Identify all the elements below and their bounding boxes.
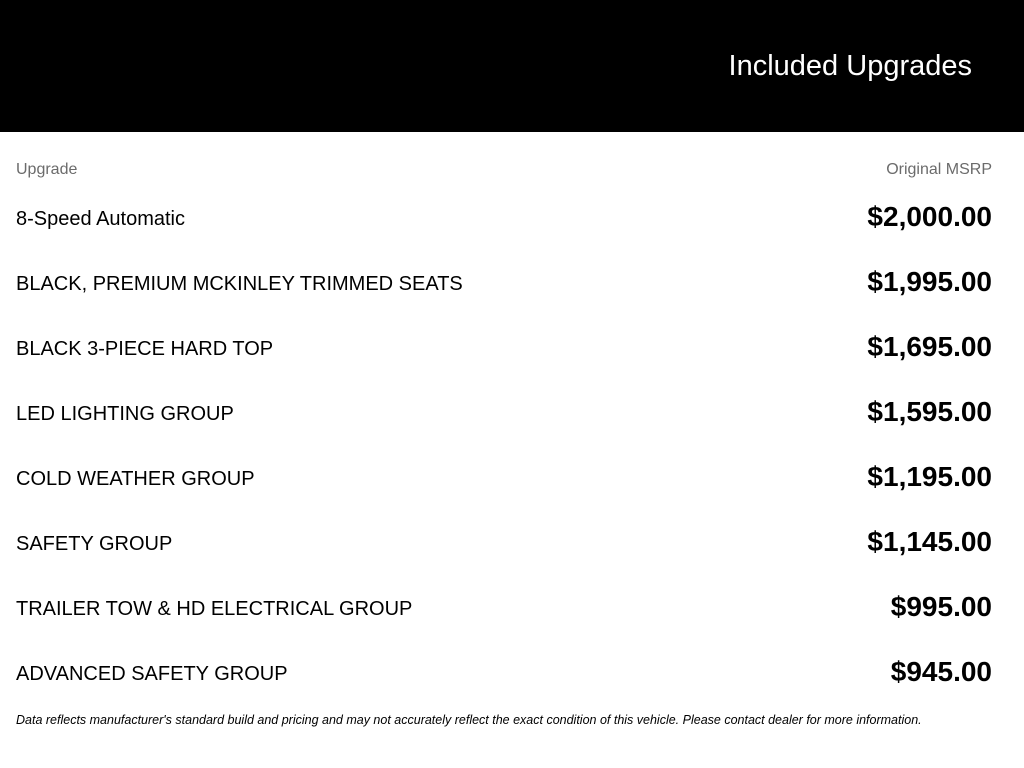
upgrade-name: 8-Speed Automatic xyxy=(16,208,185,230)
upgrade-name: ADVANCED SAFETY GROUP xyxy=(16,663,288,685)
table-row xyxy=(16,255,992,320)
table-row xyxy=(16,190,992,255)
upgrades-table xyxy=(16,190,992,710)
upgrade-name: SAFETY GROUP xyxy=(16,533,173,555)
table-row xyxy=(16,385,992,450)
page-title: Included Upgrades xyxy=(728,50,972,82)
column-headers xyxy=(16,160,992,180)
table-row xyxy=(16,450,992,515)
upgrade-price: $1,995.00 xyxy=(867,266,992,297)
upgrade-price: $995.00 xyxy=(890,591,992,622)
column-header-msrp: Original MSRP xyxy=(886,161,992,178)
upgrade-name: BLACK, PREMIUM MCKINLEY TRIMMED SEATS xyxy=(16,273,463,295)
disclaimer-text: Data reflects manufacturer's standard build and pricing and may not accurately reflect the exact condition of this vehicle. Please contact dealer for more information. xyxy=(16,713,922,727)
header-band xyxy=(0,0,1024,132)
table-row xyxy=(16,515,992,580)
column-header-upgrade: Upgrade xyxy=(16,161,78,178)
upgrade-name: TRAILER TOW & HD ELECTRICAL GROUP xyxy=(16,598,413,620)
table-row xyxy=(16,645,992,710)
upgrade-price: $1,145.00 xyxy=(867,526,992,557)
upgrade-price: $1,695.00 xyxy=(867,331,992,362)
upgrade-price: $1,195.00 xyxy=(867,461,992,492)
upgrade-name: BLACK 3-PIECE HARD TOP xyxy=(16,338,274,360)
upgrade-name: LED LIGHTING GROUP xyxy=(16,403,234,425)
upgrade-price: $945.00 xyxy=(890,656,992,687)
table-row xyxy=(16,320,992,385)
table-row xyxy=(16,580,992,645)
upgrade-price: $1,595.00 xyxy=(867,396,992,427)
upgrade-price: $2,000.00 xyxy=(867,201,992,232)
upgrade-name: COLD WEATHER GROUP xyxy=(16,468,255,490)
